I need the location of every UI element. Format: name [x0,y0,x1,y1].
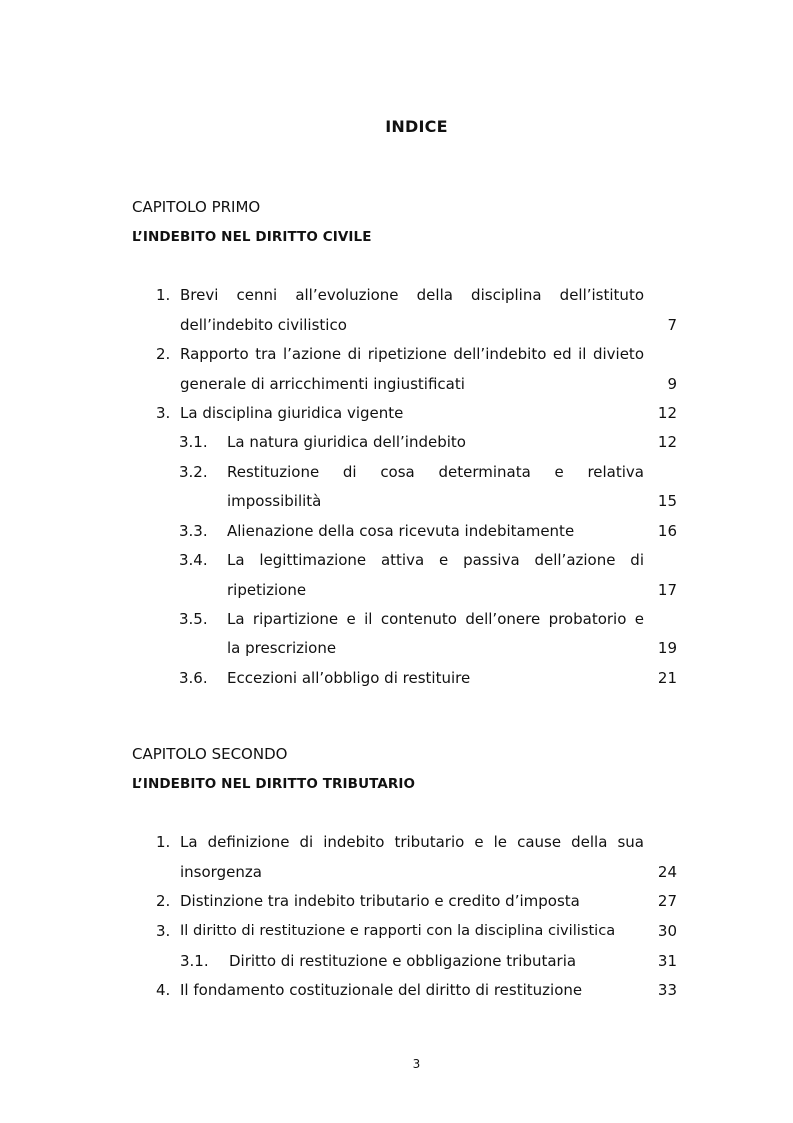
toc-entry-title-cont: la prescrizione [227,639,337,657]
chapter-label: CAPITOLO SECONDO [132,745,288,763]
toc-entry-page: 24 [657,863,677,881]
toc-entry-page: 30 [657,922,677,940]
toc-entry-page: 17 [657,581,677,599]
toc-entry-page: 21 [657,669,677,687]
chapter-label: CAPITOLO PRIMO [132,198,261,216]
toc-entry-page: 15 [657,492,677,510]
toc-entry-page: 7 [667,316,677,334]
chapter-heading: L’INDEBITO NEL DIRITTO CIVILE [132,229,372,245]
toc-entry-number: 3. [156,404,171,422]
toc-entry-number: 3.5. [179,610,208,628]
toc-entry-page: 19 [657,639,677,657]
toc-entry-page: 16 [657,522,677,540]
toc-entry-title-cont: insorgenza [180,863,262,881]
toc-entry-title: Rapporto tra l’azione di ripetizione dell’indebito ed il divieto [180,345,644,363]
toc-entry-title: La legittimazione attiva e passiva dell’azione di [227,551,644,569]
toc-entry-number: 3.6. [179,669,208,687]
toc-entry-title: La natura giuridica dell’indebito [227,433,466,451]
toc-entry-number: 4. [156,981,171,999]
toc-entry-title: La definizione di indebito tributario e le cause della sua [180,833,644,851]
toc-entry-title: Restituzione di cosa determinata e relativa [227,463,644,481]
toc-entry-number: 3. [156,922,171,940]
toc-entry-number: 3.1. [180,952,209,970]
toc-entry-number: 3.2. [179,463,208,481]
toc-entry-title: Eccezioni all’obbligo di restituire [227,669,471,687]
toc-entry-title-cont: generale di arricchimenti ingiustificati [180,375,465,393]
toc-entry-number: 3.4. [179,551,208,569]
toc-entry-number: 3.1. [179,433,208,451]
toc-entry-page: 27 [657,892,677,910]
toc-entry-title: Il diritto di restituzione e rapporti con la disciplina civilistica [180,922,616,939]
toc-entry-page: 12 [657,404,677,422]
toc-entry-number: 2. [156,345,171,363]
toc-entry-title: Alienazione della cosa ricevuta indebitamente [227,522,575,540]
toc-entry-number: 2. [156,892,171,910]
chapter-heading: L’INDEBITO NEL DIRITTO TRIBUTARIO [132,776,416,792]
page-title: INDICE [385,117,448,136]
toc-entry-number: 1. [156,286,171,304]
toc-entry-number: 1. [156,833,171,851]
toc-entry-title: Brevi cenni all’evoluzione della disciplina dell’istituto [180,286,644,304]
toc-entry-page: 31 [657,952,677,970]
toc-entry-title-cont: ripetizione [227,581,307,599]
toc-entry-page: 9 [667,375,677,393]
toc-entry-title-cont: impossibilità [227,492,322,510]
page-number: 3 [412,1057,421,1071]
toc-entry-title: Diritto di restituzione e obbligazione tributaria [229,952,577,970]
toc-entry-page: 33 [657,981,677,999]
toc-entry-title-cont: dell’indebito civilistico [180,316,347,334]
toc-entry-page: 12 [657,433,677,451]
toc-entry-title: Distinzione tra indebito tributario e credito d’imposta [180,892,580,910]
toc-entry-number: 3.3. [179,522,208,540]
toc-entry-title: La disciplina giuridica vigente [180,404,404,422]
toc-entry-title: Il fondamento costituzionale del diritto di restituzione [180,981,583,999]
toc-entry-title: La ripartizione e il contenuto dell’onere probatorio e [227,610,644,628]
